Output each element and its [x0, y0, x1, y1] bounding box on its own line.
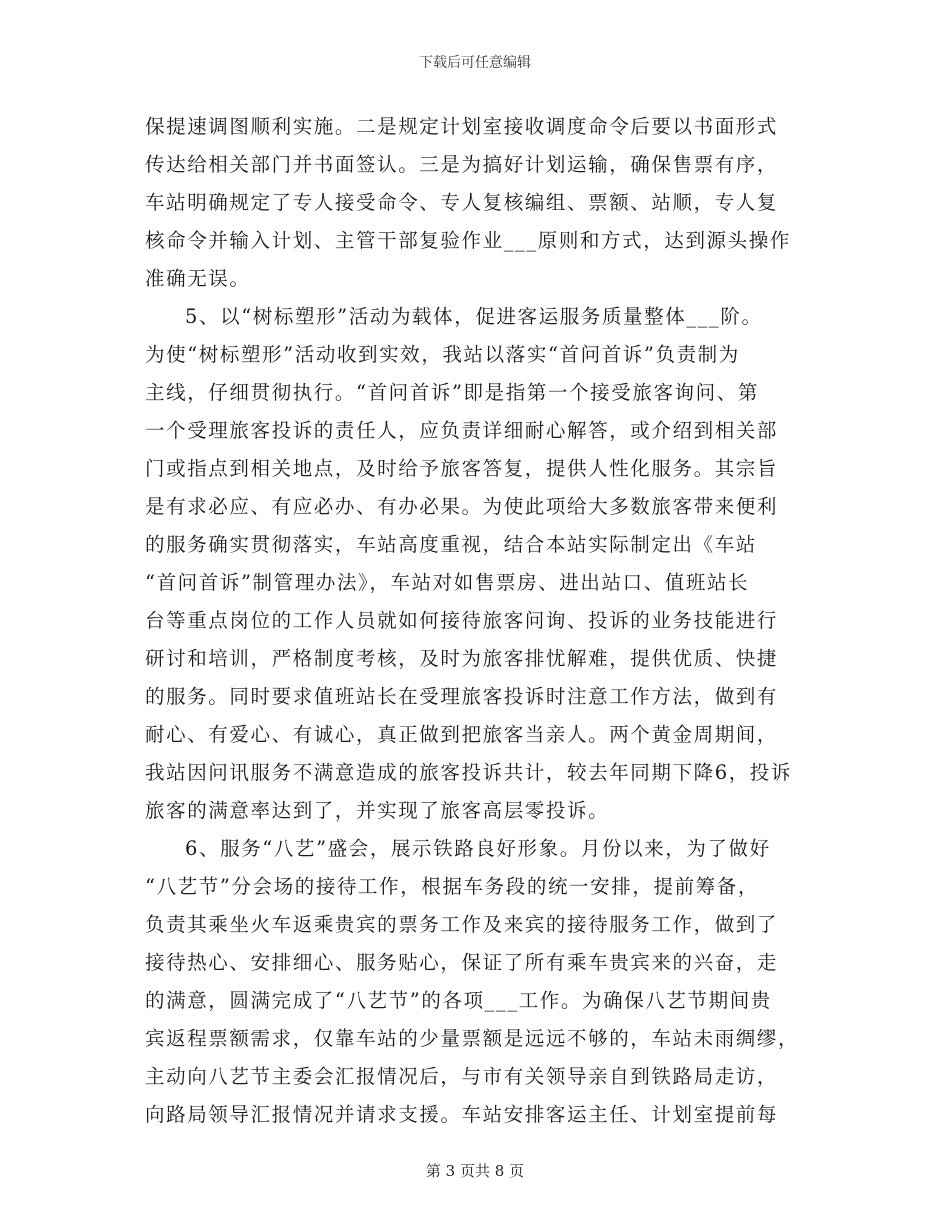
- text-line: 门或指点到相关地点，及时给予旅客答复，提供人性化服务。其宗旨: [145, 457, 779, 480]
- text-line: 我站因问讯服务不满意造成的旅客投诉共计，较去年同期下降6，投诉: [145, 761, 793, 784]
- text-line: 为使“树标塑形”活动收到实效，我站以落实“首问首诉”负责制为: [145, 343, 740, 366]
- text-line: 是有求必应、有应必办、有办必果。为使此项给大多数旅客带来便利: [145, 495, 779, 518]
- page-footer: 第 3 页共 8 页: [425, 1162, 525, 1180]
- text-line: 准确无误。: [145, 267, 251, 290]
- text-line: 旅客的满意率达到了，并实现了旅客高层零投诉。: [145, 799, 610, 822]
- text-line: 传达给相关部门并书面签认。三是为搞好计划运输，确保售票有序，: [145, 153, 779, 176]
- text-line: 负责其乘坐火车返乘贵宾的票务工作及来宾的接待服务工作，做到了: [145, 913, 779, 936]
- text-line: 核命令并输入计划、主管干部复验作业___原则和方式，达到源头操作: [145, 229, 791, 252]
- text-line: 一个受理旅客投诉的责任人，应负责详细耐心解答，或介绍到相关部: [145, 419, 779, 442]
- text-line: 的满意，圆满完成了“八艺节”的各项___工作。为确保八艺节期间贵: [145, 989, 772, 1012]
- page-header: 下载后可任意编辑: [419, 55, 531, 71]
- text-line: 接待热心、安排细心、服务贴心，保证了所有乘车贵宾来的兴奋，走: [145, 951, 779, 974]
- text-line: 主动向八艺节主委会汇报情况后，与市有关领导亲自到铁路局走访，: [145, 1065, 779, 1088]
- paragraph-start-line: 5、以“树标塑形”活动为载体，促进客运服务质量整体___阶。: [185, 305, 763, 328]
- text-line: “首问首诉”制管理办法》，车站对如售票房、进出站口、值班站长: [145, 571, 750, 594]
- text-line: 台等重点岗位的工作人员就如何接待旅客问询、投诉的业务技能进行: [145, 609, 779, 632]
- document-body: [145, 108, 800, 1134]
- text-line: 保提速调图顺利实施。二是规定计划室接收调度命令后要以书面形式: [145, 115, 779, 138]
- paragraph-start-line: 6、服务“八艺”盛会，展示铁路良好形象。月份以来，为了做好: [185, 837, 771, 860]
- text-line: 的服务。同时要求值班站长在受理旅客投诉时注意工作方法，做到有: [145, 685, 779, 708]
- text-line: “八艺节”分会场的接待工作，根据车务段的统一安排，提前筹备，: [145, 875, 759, 898]
- text-line: 宾返程票额需求，仅靠车站的少量票额是远远不够的，车站未雨绸缪，: [145, 1027, 800, 1050]
- text-line: 研讨和培训，严格制度考核，及时为旅客排忧解难，提供优质、快捷: [145, 647, 779, 670]
- text-line: 主线，仔细贯彻执行。“首问首诉”即是指第一个接受旅客询问、第: [145, 381, 759, 404]
- text-line: 车站明确规定了专人接受命令、专人复核编组、票额、站顺，专人复: [145, 191, 779, 214]
- text-line: 耐心、有爱心、有诚心，真正做到把旅客当亲人。两个黄金周期间，: [145, 723, 779, 746]
- text-line: 向路局领导汇报情况并请求支援。车站安排客运主任、计划室提前每: [145, 1103, 779, 1126]
- text-line: 的服务确实贯彻落实，车站高度重视，结合本站实际制定出《车站: [145, 533, 757, 556]
